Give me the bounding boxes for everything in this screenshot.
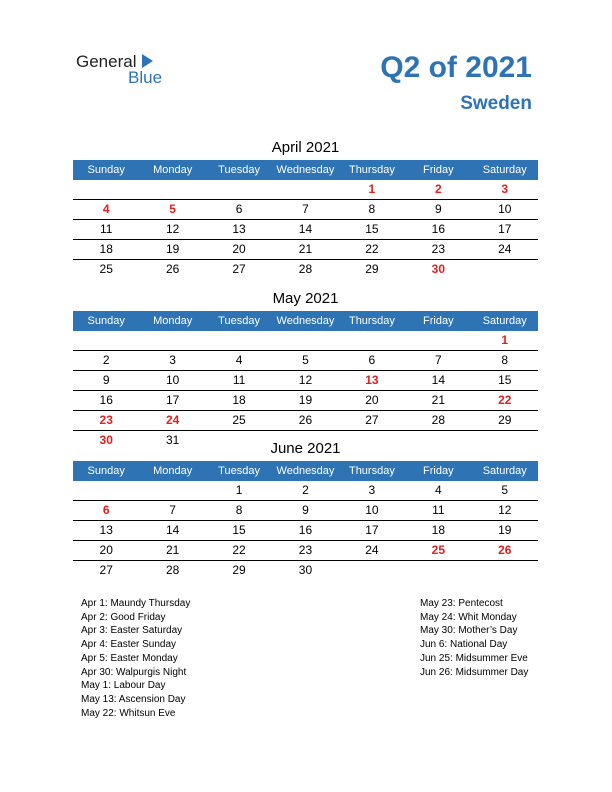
holiday-note: Apr 1: Maundy Thursday [81,598,191,609]
day-cell: 26 [298,413,313,427]
empty-day-cell [139,331,205,350]
empty-day-cell [73,331,139,350]
holiday-note: Apr 3: Easter Saturday [81,625,183,637]
weekday-header-row [73,461,538,481]
day-cell: 28 [165,563,180,577]
holiday-day-cell: 13 [365,373,379,387]
week-row [73,521,538,541]
day-cell: 14 [165,523,180,537]
day-cell: 25 [99,262,113,276]
day-cell: 8 [368,202,376,216]
day-cell: 26 [165,262,180,276]
day-cell: 21 [165,543,180,557]
page-title: Q2 of 2021 [380,51,532,84]
weekday-header: Friday [423,465,454,477]
empty-day-cell [405,331,471,350]
day-cell: 9 [302,503,309,517]
day-cell: 28 [431,413,445,427]
day-cell: 29 [365,262,379,276]
weekday-header: Tuesday [218,315,260,327]
weekday-header: Wednesday [276,315,335,327]
empty-day-cell [139,180,205,199]
holiday-note: May 24: Whit Monday [420,611,517,623]
empty-day-cell [206,180,272,199]
day-cell: 7 [169,503,176,517]
day-cell: 6 [235,202,243,216]
day-cell: 21 [298,242,313,256]
day-cell: 15 [498,373,512,387]
empty-day-cell [472,561,538,580]
weekday-header-row [73,160,538,180]
day-cell: 5 [302,353,309,367]
day-cell: 24 [365,543,379,557]
day-cell: 31 [165,433,180,447]
day-cell: 7 [302,202,309,216]
brand-flag-icon [142,54,153,68]
day-cell: 22 [365,242,379,256]
day-cell: 19 [298,393,313,407]
month-calendar-june [73,439,538,580]
day-cell: 12 [498,503,512,517]
holiday-note: Apr 30: Walpurgis Night [81,666,187,678]
day-cell: 19 [165,242,180,256]
holiday-day-cell: 1 [368,182,376,196]
day-cell: 8 [235,503,243,517]
empty-day-cell [272,331,338,350]
holiday-note: May 13: Ascension Day [81,693,186,705]
day-cell: 5 [501,483,509,497]
week-row [73,331,538,351]
holiday-day-cell: 24 [165,413,180,427]
weekday-header: Saturday [482,315,527,327]
holiday-note: May 22: Whitsun Eve [81,707,176,719]
empty-day-cell [73,180,139,199]
holiday-note: May 1: Labour Day [81,680,166,692]
weekday-header: Thursday [348,465,395,477]
month-calendar-april [73,138,538,279]
day-cell: 16 [298,523,313,537]
week-row [73,501,538,521]
week-row [73,200,538,220]
day-cell: 20 [365,393,379,407]
weekday-header: Wednesday [276,164,335,176]
day-cell: 9 [102,373,110,387]
weekday-header: Friday [423,164,454,176]
day-cell: 25 [232,413,246,427]
day-cell: 9 [434,202,442,216]
day-cell: 20 [99,543,113,557]
day-cell: 12 [165,222,180,236]
week-row [73,481,538,501]
day-cell: 11 [232,373,246,387]
weekday-header: Sunday [87,315,125,327]
weekday-header: Tuesday [218,164,260,176]
holiday-note: Jun 25: Midsummer Eve [420,652,528,664]
weekday-header: Sunday [87,465,125,477]
week-row [73,561,538,580]
holiday-note: May 30: Mother’s Day [420,625,518,637]
holiday-day-cell: 22 [498,393,512,407]
day-cell: 2 [302,483,309,497]
holiday-day-cell: 1 [501,333,509,347]
day-cell: 12 [298,373,313,387]
holiday-day-cell: 25 [431,543,445,557]
empty-day-cell [139,481,205,500]
weekday-header: Sunday [87,164,125,176]
day-cell: 13 [99,523,113,537]
weekday-header: Saturday [482,465,527,477]
day-cell: 16 [99,393,113,407]
day-cell: 8 [501,353,509,367]
weekday-header: Thursday [348,164,395,176]
weekday-header: Monday [153,465,193,477]
day-cell: 22 [232,543,246,557]
day-cell: 30 [298,563,313,577]
holiday-day-cell: 5 [169,202,176,216]
holiday-note: Apr 4: Easter Sunday [81,639,177,651]
day-cell: 19 [498,523,512,537]
brand-word-general: General [76,52,137,71]
day-cell: 27 [232,262,246,276]
day-cell: 11 [99,222,113,236]
empty-day-cell [272,180,338,199]
weekday-header: Saturday [482,164,527,176]
day-cell: 10 [498,202,512,216]
holiday-note: Apr 2: Good Friday [81,611,166,623]
weekday-header: Tuesday [218,465,260,477]
holiday-day-cell: 30 [431,262,445,276]
empty-day-cell [472,260,538,279]
day-cell: 4 [434,483,442,497]
month-title: June 2021 [270,440,341,457]
holiday-day-cell: 3 [501,182,509,196]
day-cell: 2 [102,353,110,367]
holiday-note: Apr 5: Easter Monday [81,652,178,664]
day-cell: 6 [368,353,376,367]
day-cell: 29 [232,563,246,577]
day-cell: 18 [232,393,246,407]
day-cell: 23 [431,242,445,256]
day-cell: 10 [365,503,379,517]
day-cell: 21 [431,393,445,407]
day-cell: 24 [498,242,512,256]
holiday-note: Jun 26: Midsummer Day [420,666,529,678]
week-row [73,180,538,200]
week-row [73,541,538,561]
country-name: Sweden [460,93,532,114]
week-row [73,240,538,260]
day-cell: 3 [169,353,176,367]
week-row [73,260,538,279]
day-cell: 14 [298,222,313,236]
holiday-list-left [81,597,190,720]
day-cell: 11 [432,503,445,517]
empty-day-cell [339,561,405,580]
holiday-note: May 23: Pentecost [420,598,503,609]
day-cell: 27 [99,563,113,577]
month-calendar-may [73,289,538,450]
day-cell: 3 [368,483,376,497]
empty-day-cell [405,561,471,580]
day-cell: 28 [298,262,313,276]
empty-day-cell [206,331,272,350]
week-row [73,371,538,391]
empty-day-cell [339,331,405,350]
day-cell: 7 [434,353,442,367]
day-cell: 15 [365,222,379,236]
week-row [73,351,538,371]
day-cell: 18 [99,242,113,256]
weekday-header: Thursday [348,315,395,327]
day-cell: 1 [235,483,243,497]
day-cell: 17 [365,523,379,537]
week-row [73,391,538,411]
holiday-day-cell: 30 [99,433,113,447]
day-cell: 18 [431,523,445,537]
day-cell: 4 [235,353,243,367]
month-title: May 2021 [272,290,339,307]
holiday-list-right [420,597,528,679]
day-cell: 15 [232,523,246,537]
holiday-day-cell: 4 [102,202,110,216]
day-cell: 17 [498,222,512,236]
week-row [73,220,538,240]
day-cell: 23 [298,543,313,557]
holiday-day-cell: 23 [99,413,113,427]
day-cell: 20 [232,242,246,256]
brand-word-blue: Blue [128,68,163,87]
weekday-header: Monday [153,315,193,327]
weekday-header: Friday [423,315,454,327]
day-cell: 17 [165,393,180,407]
day-cell: 29 [498,413,512,427]
day-cell: 27 [365,413,379,427]
day-cell: 16 [431,222,445,236]
holiday-day-cell: 6 [102,503,110,517]
week-row [73,411,538,431]
day-cell: 13 [232,222,246,236]
holiday-day-cell: 26 [498,543,512,557]
weekday-header-row [73,311,538,331]
day-cell: 10 [165,373,180,387]
empty-day-cell [73,481,139,500]
weekday-header: Wednesday [276,465,335,477]
weekday-header: Monday [153,164,193,176]
holiday-day-cell: 2 [434,182,442,196]
month-title: April 2021 [271,139,340,156]
holiday-note: Jun 6: National Day [420,639,508,651]
day-cell: 14 [431,373,445,387]
